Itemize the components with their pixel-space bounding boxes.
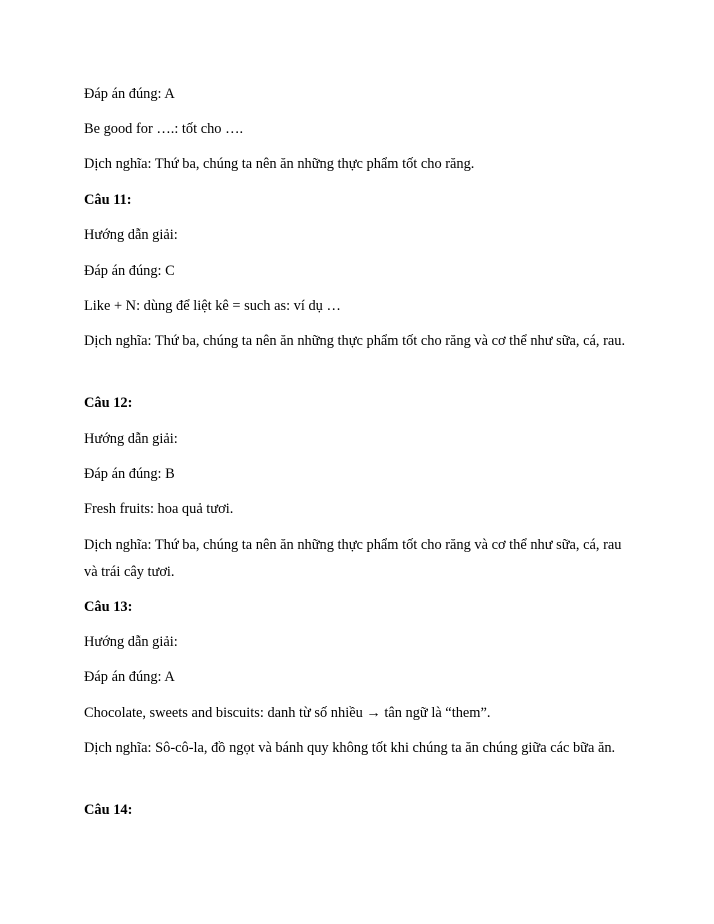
guide-label: Hướng dẫn giải: [84,227,178,243]
answer-line: Đáp án đúng: C [84,263,175,279]
question-heading-13: Câu 13: [84,599,133,615]
translation-line: Dịch nghĩa: Thứ ba, chúng ta nên ăn những thực phẩm tốt cho răng. [84,156,475,172]
explanation-line: Chocolate, sweets and biscuits: danh từ số nhiều → tân ngữ là “them”. [84,705,491,721]
question-heading-11: Câu 11: [84,192,132,208]
translation-paragraph: Dịch nghĩa: Thứ ba, chúng ta nên ăn những thực phẩm tốt cho răng và cơ thể như sữa, cá, rau. [84,333,626,349]
answer-line: Đáp án đúng: B [84,466,175,482]
explanation-line: Fresh fruits: hoa quả tươi. [84,501,234,517]
explanation-line: Be good for ….: tốt cho …. [84,121,244,137]
translation-paragraph: Dịch nghĩa: Thứ ba, chúng ta nên ăn những thực phẩm tốt cho răng và cơ thể như sữa, cá, rau và trái cây tươi. [84,537,622,580]
guide-label: Hướng dẫn giải: [84,634,178,650]
question-heading-14: Câu 14: [84,802,133,818]
translation-paragraph: Dịch nghĩa: Sô-cô-la, đồ ngọt và bánh quy không tốt khi chúng ta ăn chúng giữa các bữa ăn. [84,740,616,756]
question-heading-12: Câu 12: [84,395,133,411]
answer-line: Đáp án đúng: A [84,86,175,102]
guide-label: Hướng dẫn giải: [84,431,178,447]
answer-line: Đáp án đúng: A [84,669,175,685]
explanation-line: Like + N: dùng để liệt kê = such as: ví dụ … [84,298,341,314]
